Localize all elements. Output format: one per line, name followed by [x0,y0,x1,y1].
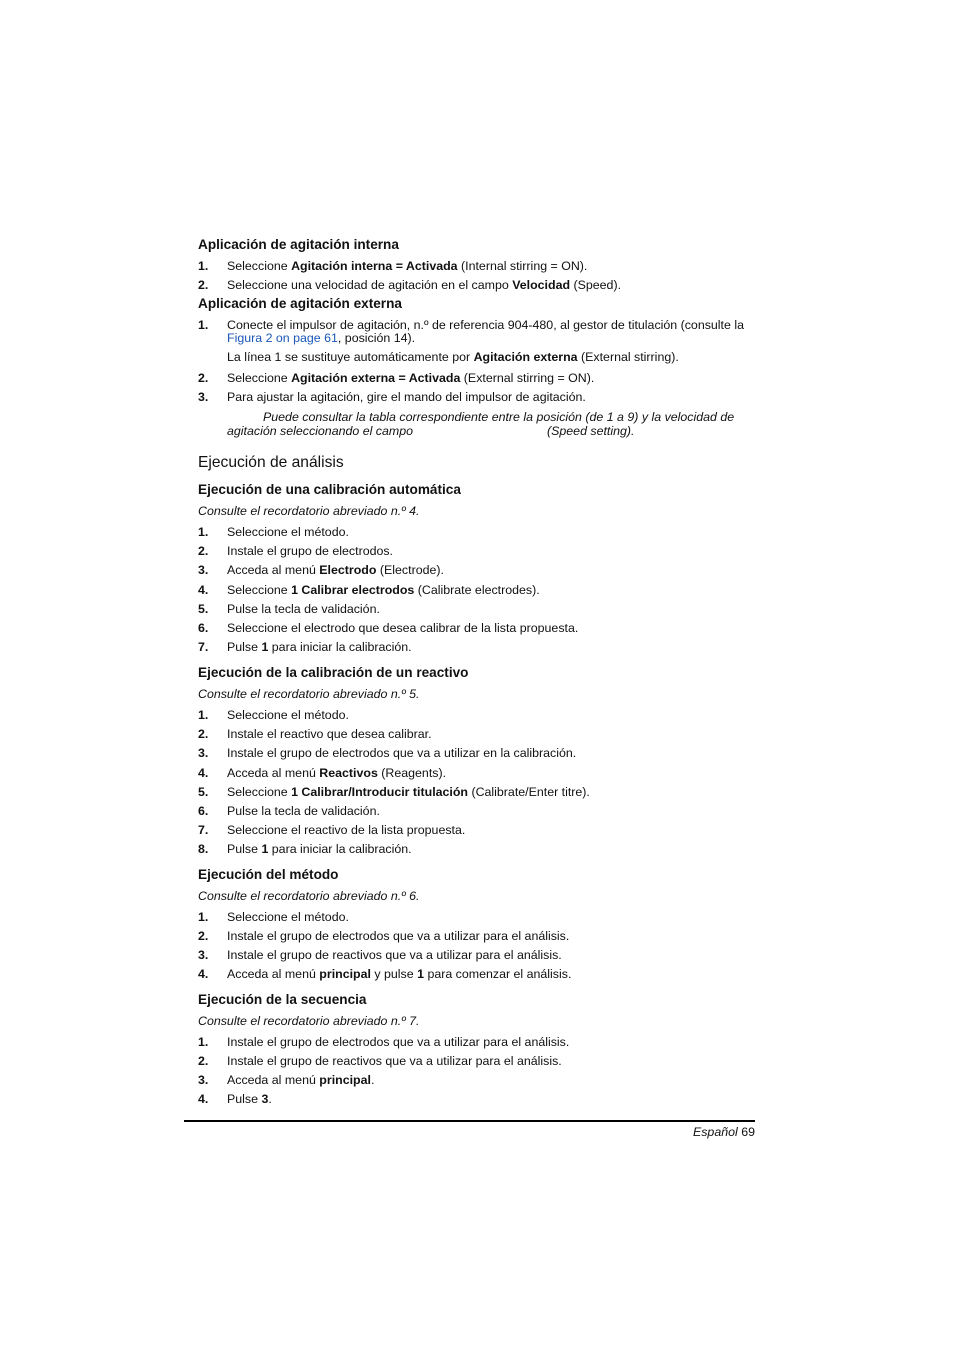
step-number: 4. [198,967,209,981]
step-text: Seleccione Agitación externa = Activada (External stirring = ON). [227,371,595,385]
step-text: Para ajustar la agitación, gire el mando del impulsor de agitación. [227,390,586,404]
heading-agitacion-externa: Aplicación de agitación externa [198,296,402,311]
step-number: 5. [198,784,209,799]
reference-note: Consulte el recordatorio abreviado n.º 5. [198,687,420,701]
step-number: 2. [198,1054,209,1068]
step-text: Pulse 1 para iniciar la calibración. [227,640,412,655]
step-text: Acceda al menú principal. [227,1073,375,1087]
reference-note: Consulte el recordatorio abreviado n.º 7. [198,1014,420,1028]
figure-link[interactable]: Figura 2 on page 61 [227,331,338,345]
step-text: Seleccione el método. [227,708,349,722]
step-number: 3. [198,746,209,761]
step-text: Seleccione el electrodo que desea calibrar de la lista propuesta. [227,621,579,635]
step-text-continued: Figura 2 on page 61, posición 14). [227,331,416,345]
footer-language: Español [692,1125,738,1139]
tip-text: (Speed setting). [547,424,635,438]
tip-text: Puede consultar la tabla correspondiente entre la posición (de 1 a 9) y la velocidad de [263,410,735,424]
step-text: Acceda al menú Reactivos (Reagents). [227,765,447,780]
step-text: Instale el grupo de electrodos. [227,544,394,559]
step-number: 2. [198,544,209,559]
heading-ejecucion-secuencia: Ejecución de la secuencia [198,992,367,1007]
heading-ejecucion-metodo: Ejecución del método [198,867,339,882]
step-text: Acceda al menú Electrodo (Electrode). [227,563,444,578]
reference-note: Consulte el recordatorio abreviado n.º 6. [198,889,420,903]
step-number: 2. [198,371,209,385]
page-footer [693,1125,755,1139]
reference-note: Consulte el recordatorio abreviado n.º 4. [198,504,420,518]
step-text: Seleccione 1 Calibrar/Introducir titulación (Calibrate/Enter titre). [227,784,590,799]
step-number: 3. [198,948,209,962]
step-number: 1. [198,1035,209,1049]
step-number: 3. [198,390,209,404]
step-text: Acceda al menú principal y pulse 1 para comenzar el análisis. [227,967,572,981]
step-text: Pulse 3. [227,1092,272,1106]
step-number: 4. [198,765,209,780]
step-number: 1. [198,910,209,924]
step-number: 4. [198,1092,209,1106]
heading-calibracion-automatica: Ejecución de una calibración automática [198,482,461,497]
step-text: Instale el reactivo que desea calibrar. [227,727,432,742]
step-number: 1. [198,318,209,332]
step-number: 1. [198,708,209,722]
page-number: 69 [741,1125,755,1139]
step-text: Instale el grupo de reactivos que va a utilizar para el análisis. [227,1054,562,1068]
step-number: 1. [198,259,209,273]
step-text: Seleccione el reactivo de la lista propuesta. [227,823,466,838]
heading-ejecucion-analisis: Ejecución de análisis [198,454,344,471]
step-number: 2. [198,278,209,292]
step-number: 6. [198,621,209,635]
step-text: Pulse la tecla de validación. [227,804,380,818]
tip-text: agitación seleccionando el campo [227,424,413,438]
step-text: Instale el grupo de electrodos que va a utilizar para el análisis. [227,1035,570,1049]
step-number: 2. [198,727,209,742]
step-text: Seleccione Agitación interna = Activada (Internal stirring = ON). [227,259,588,273]
step-number: 5. [198,601,209,616]
step-number: 8. [198,842,209,857]
footer-rule [184,1120,755,1122]
step-text: Instale el grupo de electrodos que va a utilizar para el análisis. [227,929,570,943]
step-text: Seleccione el método. [227,910,349,924]
step-text: Seleccione 1 Calibrar electrodos (Calibrate electrodes). [227,582,540,597]
step-number: 3. [198,1073,209,1087]
step-number: 3. [198,563,209,578]
step-number: 4. [198,582,209,597]
step-text: Instale el grupo de reactivos que va a utilizar para el análisis. [227,948,562,962]
step-text: Pulse 1 para iniciar la calibración. [227,842,412,857]
heading-agitacion-interna: Aplicación de agitación interna [198,237,399,252]
heading-calibracion-reactivo: Ejecución de la calibración de un reactivo [198,665,469,680]
step-text: Seleccione el método. [227,525,349,539]
step-number: 7. [198,823,209,838]
step-number: 6. [198,804,209,818]
step-text: Pulse la tecla de validación. [227,601,380,616]
step-number: 7. [198,640,209,655]
step-text: Conecte el impulsor de agitación, n.º de referencia 904-480, al gestor de titulación (consulte la [227,318,744,332]
step-note: La línea 1 se sustituye automáticamente por Agitación externa (External stirring). [227,350,679,364]
step-text: Instale el grupo de electrodos que va a utilizar en la calibración. [227,746,577,761]
step-number: 2. [198,929,209,943]
step-text: Seleccione una velocidad de agitación en el campo Velocidad (Speed). [227,278,622,292]
step-number: 1. [198,525,209,539]
